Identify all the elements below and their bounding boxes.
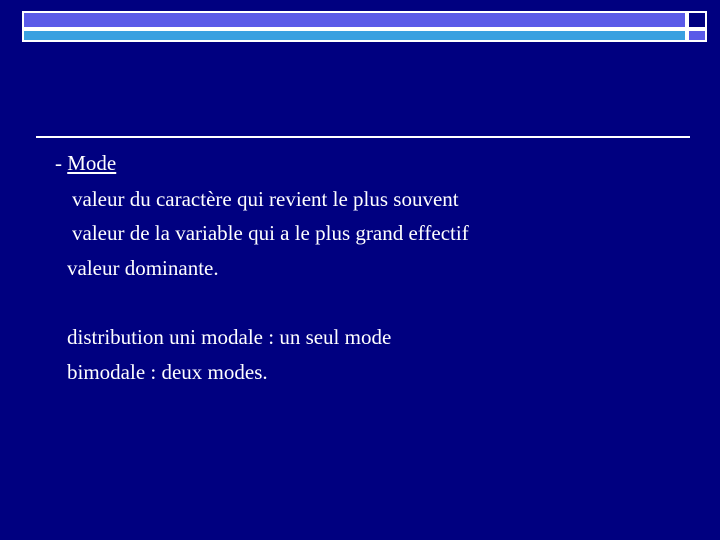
body-line-1: valeur du caractère qui revient le plus souvent [72, 187, 459, 211]
heading [55, 151, 116, 175]
corner-square-lower [687, 29, 707, 42]
body-line-2: valeur de la variable qui a le plus grand effectif [72, 221, 469, 245]
title-bar-upper [22, 11, 687, 29]
title-bar-lower [22, 29, 687, 42]
body-line-5: bimodale : deux modes. [67, 360, 268, 384]
heading-word: Mode [67, 151, 117, 175]
body-line-4: distribution uni modale : un seul mode [67, 325, 392, 349]
heading-dash: - [55, 151, 68, 175]
corner-square-upper [687, 11, 707, 29]
title-rule [36, 136, 690, 138]
body-line-3: valeur dominante. [67, 256, 219, 280]
